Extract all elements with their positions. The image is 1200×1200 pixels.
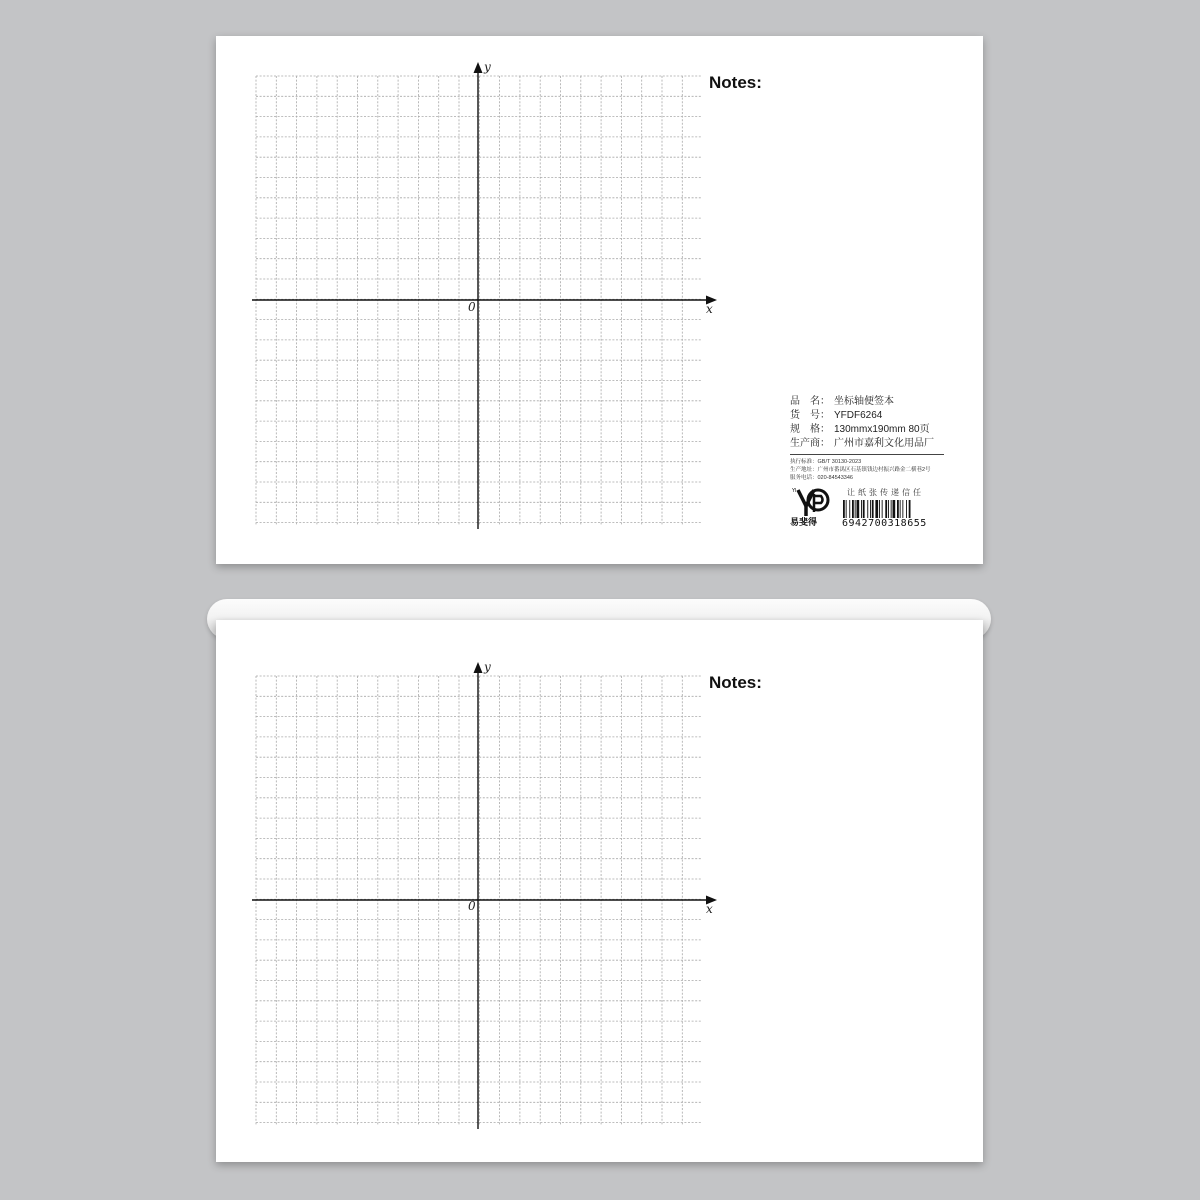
- slogan: 让纸张传递信任: [847, 488, 924, 497]
- grid-lines: [256, 76, 702, 526]
- info-standard: 执行标准：GB/T 30130-2023: [790, 459, 862, 465]
- notes-heading: Notes:: [709, 673, 762, 692]
- grid-lines: [256, 676, 702, 1126]
- svg-text:YI: YI: [792, 488, 797, 494]
- info-address: 生产地址：广州市番禺区石基镇钱边村振兴路金二横巷2号: [790, 467, 931, 473]
- origin-label: 0: [468, 899, 476, 913]
- y-axis-label: y: [484, 660, 491, 674]
- barcode-number: 6942700318655: [842, 518, 944, 529]
- y-axis-label: y: [484, 60, 491, 74]
- info-row-item-no: 货 号： YFDF6264: [790, 410, 883, 421]
- product-info: [790, 395, 976, 482]
- notepad-sheet-top: [216, 36, 983, 564]
- notepad-sheet-bottom: [216, 620, 983, 1162]
- x-axis-label: x: [706, 902, 713, 916]
- info-divider: [790, 454, 944, 455]
- info-phone: 服务电话：020-84543346: [790, 475, 853, 481]
- y-axis-arrow-icon: [474, 662, 483, 673]
- brand-name: 易斐得: [790, 517, 818, 527]
- coordinate-grid: [216, 620, 983, 1162]
- info-row-maker: 生产商： 广州市嘉利文化用品厂: [790, 438, 934, 449]
- info-row-spec: 规 格： 130mmx190mm 80页: [790, 424, 930, 435]
- notes-heading: Notes:: [709, 73, 762, 92]
- coordinate-grid: [216, 36, 983, 564]
- info-row-name: 品 名： 坐标轴便签本: [790, 396, 894, 407]
- x-axis-label: x: [706, 302, 713, 316]
- y-axis-arrow-icon: [474, 62, 483, 73]
- origin-label: 0: [468, 300, 476, 314]
